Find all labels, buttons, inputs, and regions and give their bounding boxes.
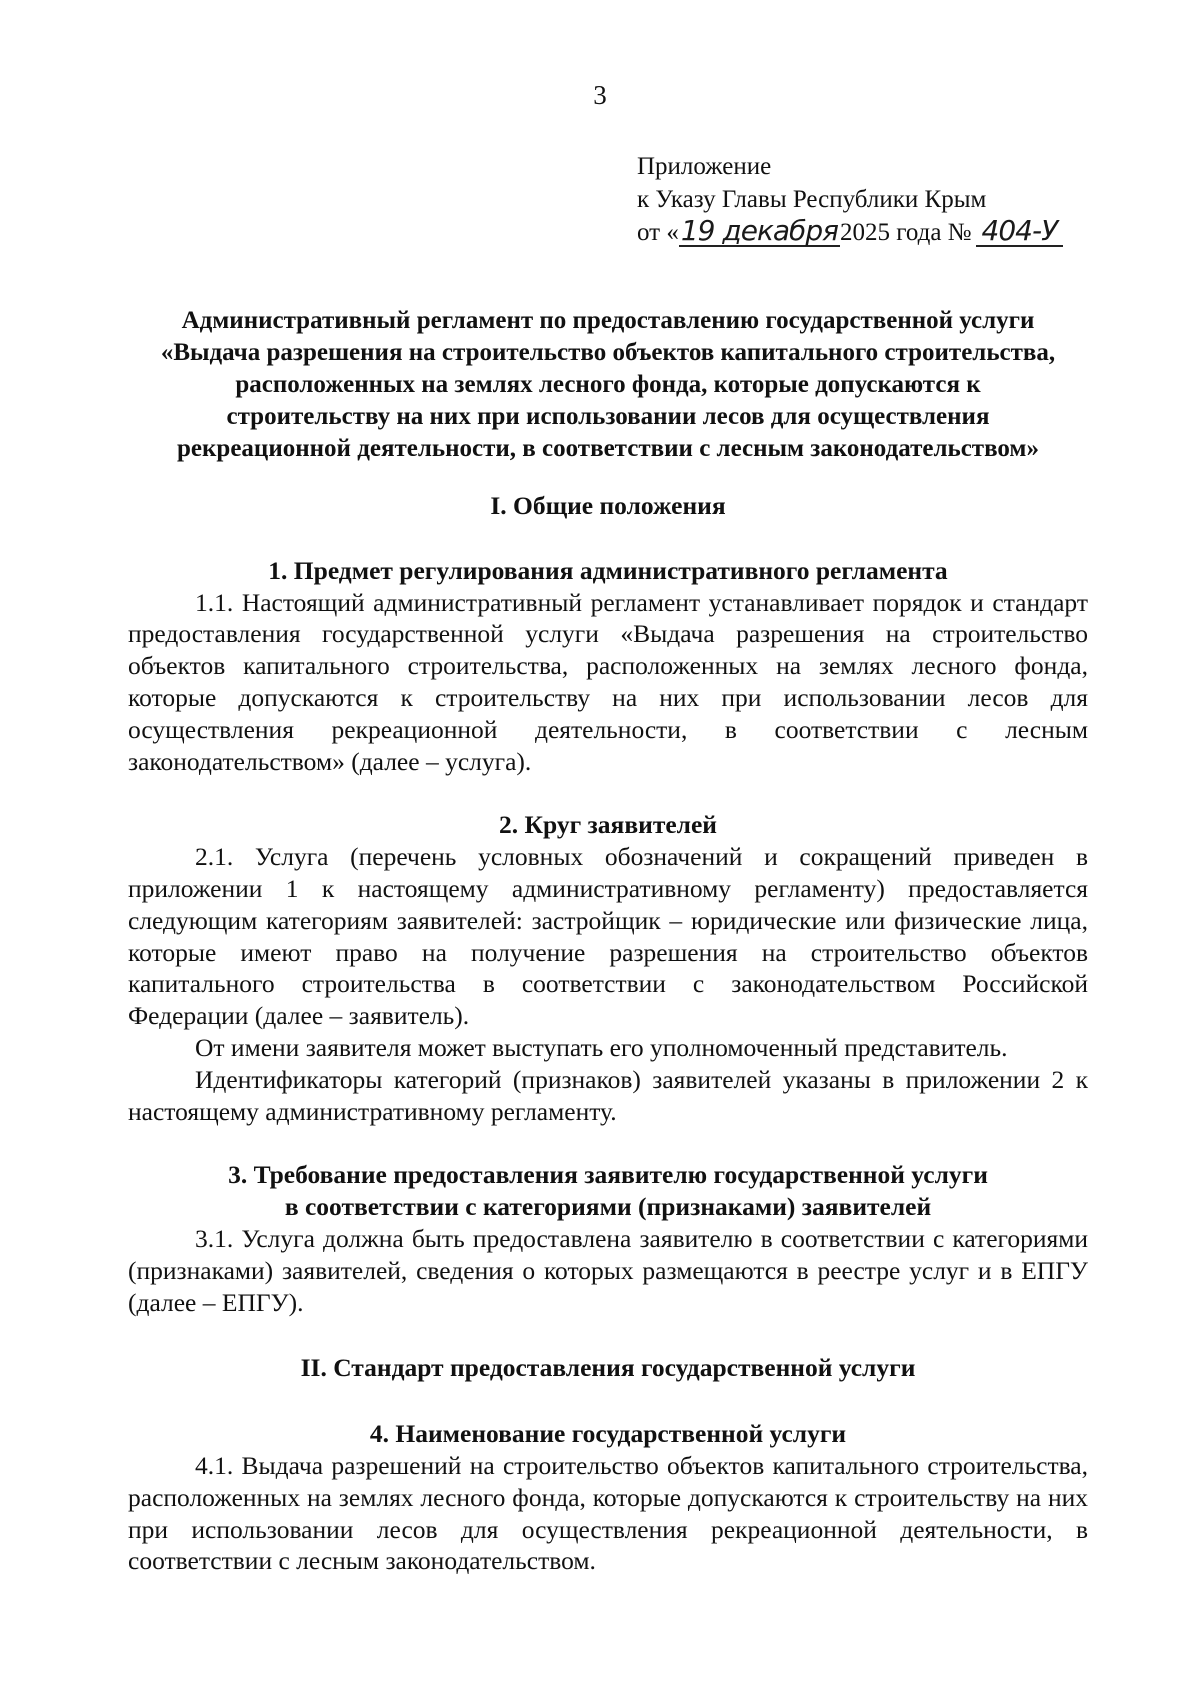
subsection-1-heading: 1. Предмет регулирования административного регламента [268, 555, 948, 585]
paragraph-1-1: 1.1. Настоящий административный регламент устанавливает порядок и стандарт предоставления государственной услуги «Выдача разрешения на строительство объектов капитального строительства, расположенных на землях лесного фонда, которые допускаются к строительству на них при использовании лесов для осуществления рекреационной деятельности, в соответствии с лесным законодательством» (далее – услуга). [128, 587, 1088, 776]
date-suffix: 2025 года № [839, 219, 972, 246]
paragraph-2-1: 2.1. Услуга (перечень условных обозначений и сокращений приведен в приложении 1 к настоящему административному регламенту) предоставляется следующим категориям заявителей: застройщик – юридические или физические лица, которые имеют право на получение разрешения на строительство объектов капитального строительства в соответствии с законодательством Российской Федерации (далее – заявитель). [128, 842, 1088, 1031]
title-line: Административный регламент по предоставлению государственной услуги [181, 307, 1035, 334]
subsection-3-heading-line: 3. Требование предоставления заявителю государственной услуги [228, 1160, 988, 1190]
document-title [128, 305, 1088, 465]
title-line: строительству на них при использовании лесов для осуществления [226, 403, 990, 430]
handwritten-decree-number: 404-У [976, 217, 1064, 247]
paragraph-2-3: Идентификаторы категорий (признаков) заявителей указаны в приложении 2 к настоящему административному регламенту. [128, 1064, 1088, 1126]
title-line: рекреационной деятельности, в соответствии с лесным законодательством» [177, 435, 1039, 462]
subsection-4-heading: 4. Наименование государственной услуги [369, 1419, 847, 1449]
paragraph-2-2: От имени заявителя может выступать его уполномоченный представитель. [195, 1032, 1008, 1062]
appendix-decree-ref: к Указу Главы Республики Крым [637, 186, 987, 213]
paragraph-3-1: 3.1. Услуга должна быть предоставлена заявителю в соответствии с категориями (признаками) заявителей, сведения о которых размещаются в реестре услуг и в ЕПГУ (далее – ЕПГУ). [128, 1223, 1088, 1317]
section-I-heading: I. Общие положения [490, 491, 726, 520]
section-II-heading: II. Стандарт предоставления государственной услуги [300, 1353, 916, 1383]
page-number: 3 [593, 80, 607, 110]
title-line: «Выдача разрешения на строительство объектов капитального строительства, [160, 339, 1056, 366]
subsection-2-heading: 2. Круг заявителей [499, 810, 717, 840]
subsection-3-heading [128, 1159, 1088, 1223]
paragraph-4-1: 4.1. Выдача разрешений на строительство объектов капитального строительства, расположенных на землях лесного фонда, которые допускаются к строительству на них при использовании лесов для осуществления рекреационной деятельности, в соответствии с лесным законодательством. [128, 1450, 1088, 1576]
document-body [128, 305, 1088, 1577]
handwritten-date: 19 декабря [680, 214, 838, 247]
date-prefix: от « [637, 219, 679, 246]
appendix-block [637, 150, 1137, 249]
appendix-date-line [637, 216, 1137, 249]
appendix-label: Приложение [637, 153, 772, 180]
title-line: расположенных на землях лесного фонда, которые допускаются к [235, 371, 981, 398]
subsection-3-heading-line: в соответствии с категориями (признаками) заявителей [284, 1192, 932, 1222]
